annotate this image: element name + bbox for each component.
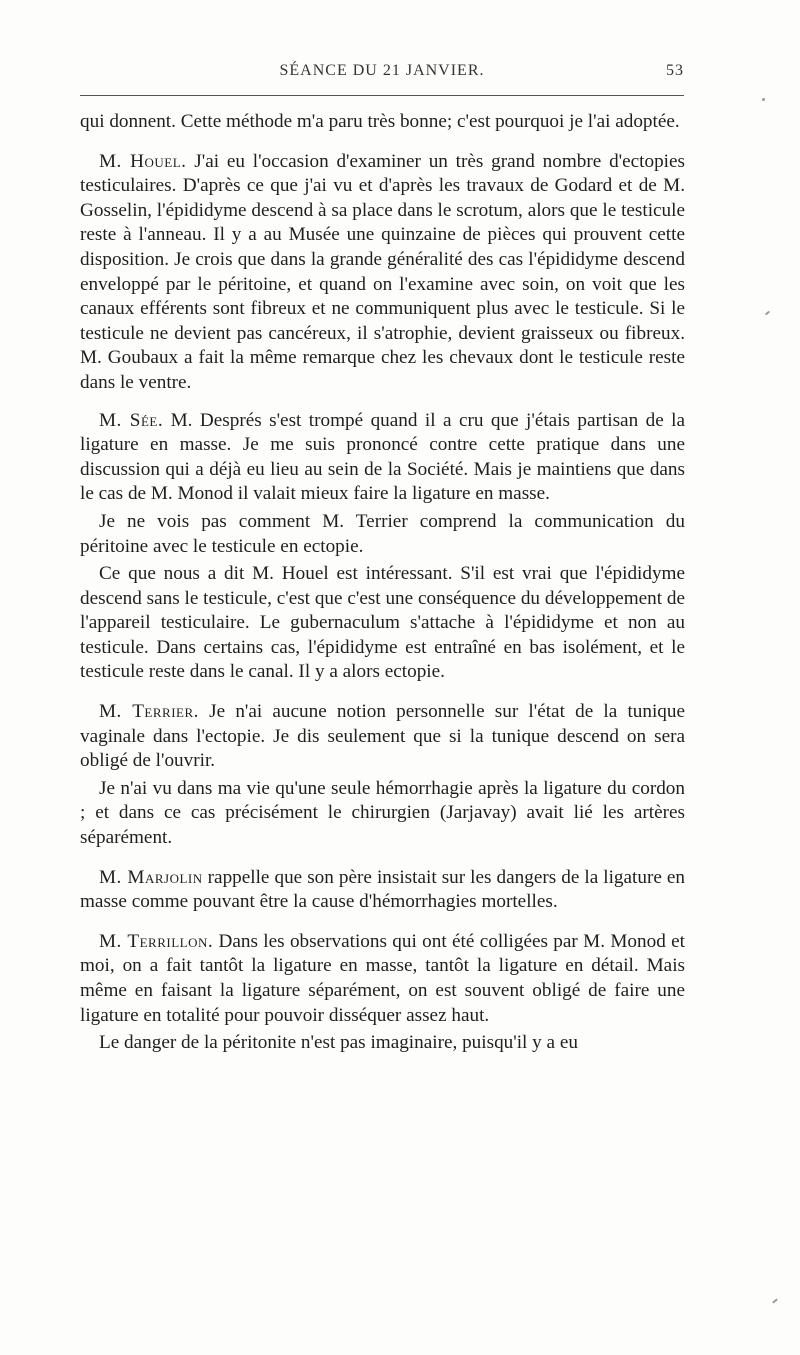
speaker-name: M. Terrier. [99,701,199,723]
paragraph [80,409,685,507]
speaker-name: M. Marjolin [99,866,203,888]
header-rule [80,95,684,96]
paragraph [80,150,685,396]
speaker-name: M. Houel. [99,150,187,172]
paragraph [80,930,685,1028]
paragraph-text: Je n'ai aucune notion personnelle sur l'état de la tunique vaginale dans l'ectopie. Je dis seulement que si la tunique descend on sera obligé de l'ouvrir. [80,701,685,772]
page-number: 53 [666,62,684,79]
paragraph-text: M. Després s'est trompé quand il a cru que j'étais partisan de la ligature en masse. Je me suis prononcé contre cette pratique dans une discussion qui a déjà eu lieu au sein de la Société. Mais je maintiens que dans le cas de M. Monod il valait mieux faire la ligature en masse. [80,409,685,505]
paragraph [80,866,685,915]
paragraph [80,777,685,851]
paragraph-text: qui donnent. Cette méthode m'a paru très bonne; c'est pourquoi je l'ai adoptée. [80,111,680,132]
paragraph [80,110,685,135]
paragraph [80,510,685,559]
paragraph-text: Je n'ai vu dans ma vie qu'une seule hémorrhagie après la ligature du cordon ; et dans ce cas précisément le chirurgien (Jarjavay) avait lié les artères séparément. [80,777,685,849]
paragraph-text: rappelle que son père insistait sur les dangers de la ligature en masse comme pouvant être la cause d'hémorrhagies mortelles. [80,866,685,913]
paragraph-text: Dans les observations qui ont été colligées par M. Monod et moi, on a fait tantôt la ligature en masse, tantôt la ligature en détail. Mais même en faisant la ligature séparément, on est souvent obligé de faire une ligature en totalité pour pouvoir disséquer assez haut. [80,930,685,1026]
running-header [80,62,684,84]
body-text [80,110,685,1056]
header-title: SÉANCE DU 21 JANVIER. [279,62,485,79]
scan-speck [772,1298,778,1303]
speaker-name: M. Sée. [99,409,164,431]
paragraph [80,562,685,685]
scan-speck [765,311,770,316]
paragraph-text: J'ai eu l'occasion d'examiner un très grand nombre d'ectopies testiculaires. D'après ce que j'ai vu et d'après les travaux de Godard et de M. Gosselin, l'épididyme descend à sa place dans le scrotum, alors que le testicule reste à l'anneau. Il y a au Musée une quinzaine de pièces qui prouvent cette disposition. Je crois que dans la grande généralité des cas l'épididyme descend enveloppé par le péritoine, et quand on l'examine avec soin, on voit que les canaux efférents sont fibreux et ne communiquent plus avec le testicule. Si le testicule ne devient pas cancéreux, il s'atrophie, devient graisseux ou fibreux. M. Goubaux a fait la même remarque chez les chevaux dont le testicule reste dans le ventre. [80,150,685,393]
speaker-name: M. Terrillon. [99,930,214,952]
paragraph [80,1031,685,1056]
paragraph-text: Ce que nous a dit M. Houel est intéressant. S'il est vrai que l'épididyme descend sans le testicule, c'est que c'est une conséquence du développement de l'appareil testiculaire. Le gubernaculum s'attache à l'épididyme et non au testicule. Dans certains cas, l'épididyme est entraîné en bas isolément, et le testicule reste dans le canal. Il y a alors ectopie. [80,563,685,683]
paragraph [80,700,685,774]
paragraph-text: Le danger de la péritonite n'est pas imaginaire, puisqu'il y a eu [99,1032,578,1054]
scan-speck [762,98,765,101]
paragraph-text: Je ne vois pas comment M. Terrier comprend la communication du péritoine avec le testicule en ectopie. [80,510,685,557]
